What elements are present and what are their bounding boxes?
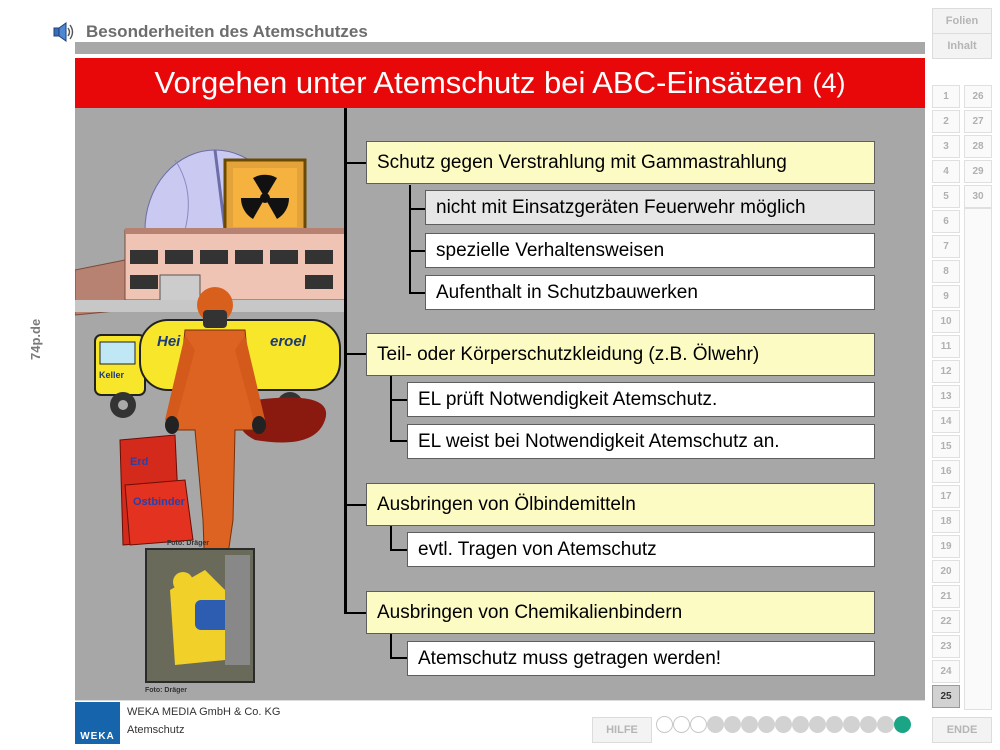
progress-dot xyxy=(775,716,792,733)
hilfe-button[interactable]: HILFE xyxy=(592,717,652,743)
subitem-not-possible-with-equipment: nicht mit Einsatzgeräten Feuerwehr möglich xyxy=(425,190,875,225)
speaker-icon[interactable] xyxy=(52,20,74,44)
tree-branch xyxy=(344,353,366,355)
progress-dot-current xyxy=(894,716,911,733)
slide-title: Vorgehen unter Atemschutz bei ABC-Einsätzen xyxy=(154,65,803,100)
slide-link[interactable]: 8 xyxy=(932,260,960,283)
progress-dot xyxy=(690,716,707,733)
tree-sub-trunk xyxy=(390,526,392,550)
truck-label: Keller xyxy=(99,370,125,380)
subitem-shelter: Aufenthalt in Schutzbauwerken xyxy=(425,275,875,310)
slide-link[interactable]: 22 xyxy=(932,610,960,633)
slide-link[interactable]: 2 xyxy=(932,110,960,133)
subitem-el-checks: EL prüft Notwendigkeit Atemschutz. xyxy=(407,382,875,417)
tree-branch xyxy=(344,162,366,164)
tree-sub-branch xyxy=(409,292,425,294)
slide-link[interactable]: 14 xyxy=(932,410,960,433)
slide-link[interactable]: 23 xyxy=(932,635,960,658)
slide-link[interactable]: 7 xyxy=(932,235,960,258)
abc-illustration xyxy=(75,120,345,700)
tree-sub-branch xyxy=(390,549,407,551)
folien-button[interactable]: Folien xyxy=(932,8,992,34)
tree-sub-branch xyxy=(409,208,425,210)
tree-branch xyxy=(344,612,366,614)
progress-dot xyxy=(656,716,673,733)
truck-text-right: eroel xyxy=(270,333,306,350)
current-slide-indicator[interactable]: 25 xyxy=(932,685,960,708)
tree-branch xyxy=(344,504,366,506)
weka-logo-text: WEKA xyxy=(80,731,115,742)
tree-sub-branch xyxy=(409,250,425,252)
slide-link[interactable]: 11 xyxy=(932,335,960,358)
slide-link[interactable]: 29 xyxy=(964,160,992,183)
tree-sub-branch xyxy=(390,440,407,442)
side-watermark-label: 74p.de xyxy=(28,318,43,360)
slide-list-scrollbar[interactable] xyxy=(964,208,992,710)
progress-dot xyxy=(860,716,877,733)
progress-dot xyxy=(741,716,758,733)
progress-dot xyxy=(724,716,741,733)
subitem-must-wear: Atemschutz muss getragen werden! xyxy=(407,641,875,676)
tree-sub-trunk xyxy=(390,376,392,441)
slide-link[interactable]: 1 xyxy=(932,85,960,108)
topic-protective-clothing: Teil- oder Körperschutzkleidung (z.B. Ölwehr) xyxy=(366,333,875,376)
slide-link[interactable]: 4 xyxy=(932,160,960,183)
slide-link[interactable]: 18 xyxy=(932,510,960,533)
tree-trunk xyxy=(344,108,347,613)
slide-link[interactable]: 5 xyxy=(932,185,960,208)
progress-dot xyxy=(673,716,690,733)
progress-dot xyxy=(843,716,860,733)
slide-link[interactable]: 27 xyxy=(964,110,992,133)
slide-link[interactable]: 24 xyxy=(932,660,960,683)
footer-subject: Atemschutz xyxy=(127,724,185,736)
header-divider xyxy=(75,42,925,54)
progress-dot xyxy=(877,716,894,733)
slide-link[interactable]: 16 xyxy=(932,460,960,483)
section-title: Besonderheiten des Atemschutzes xyxy=(86,22,368,41)
bag-text-1: Erd xyxy=(130,456,149,468)
progress-dot xyxy=(707,716,724,733)
footer-company: WEKA MEDIA GmbH & Co. KG xyxy=(127,706,281,718)
photo-credit-1: Foto: Dräger xyxy=(167,540,209,547)
truck-text-left: Hei xyxy=(157,333,181,350)
slide-link[interactable]: 30 xyxy=(964,185,992,208)
topic-chemical-binders: Ausbringen von Chemikalienbindern xyxy=(366,591,875,634)
slide-link[interactable]: 20 xyxy=(932,560,960,583)
subitem-possibly-wear: evtl. Tragen von Atemschutz xyxy=(407,532,875,567)
slide-link[interactable]: 6 xyxy=(932,210,960,233)
topic-oil-binders: Ausbringen von Ölbindemitteln xyxy=(366,483,875,526)
ende-button[interactable]: ENDE xyxy=(932,717,992,743)
bag-text-2: Ostbinder xyxy=(133,496,185,508)
tree-sub-branch xyxy=(390,399,407,401)
slide-link[interactable]: 3 xyxy=(932,135,960,158)
slide-title-banner xyxy=(75,58,925,108)
subitem-el-orders: EL weist bei Notwendigkeit Atemschutz an. xyxy=(407,424,875,459)
photo-credit-2: Foto: Dräger xyxy=(145,687,187,694)
slide-link[interactable]: 10 xyxy=(932,310,960,333)
footer-divider xyxy=(75,700,925,701)
progress-dot xyxy=(826,716,843,733)
slide-link[interactable]: 17 xyxy=(932,485,960,508)
tree-sub-branch xyxy=(390,657,407,659)
slide-link[interactable]: 28 xyxy=(964,135,992,158)
slide-title-number: (4) xyxy=(812,67,846,98)
tree-sub-trunk xyxy=(390,634,392,658)
tree-sub-trunk xyxy=(409,185,411,292)
slide-link[interactable]: 13 xyxy=(932,385,960,408)
slide-link[interactable]: 9 xyxy=(932,285,960,308)
slide-link[interactable]: 21 xyxy=(932,585,960,608)
topic-gamma-radiation: Schutz gegen Verstrahlung mit Gammastrahlung xyxy=(366,141,875,184)
slide-link[interactable]: 26 xyxy=(964,85,992,108)
progress-dot xyxy=(792,716,809,733)
slide-link[interactable]: 19 xyxy=(932,535,960,558)
progress-dot xyxy=(809,716,826,733)
slide-link[interactable]: 15 xyxy=(932,435,960,458)
weka-logo xyxy=(75,702,120,744)
slide-link[interactable]: 12 xyxy=(932,360,960,383)
inhalt-button[interactable]: Inhalt xyxy=(932,33,992,59)
subitem-special-behavior: spezielle Verhaltensweisen xyxy=(425,233,875,268)
progress-dot xyxy=(758,716,775,733)
